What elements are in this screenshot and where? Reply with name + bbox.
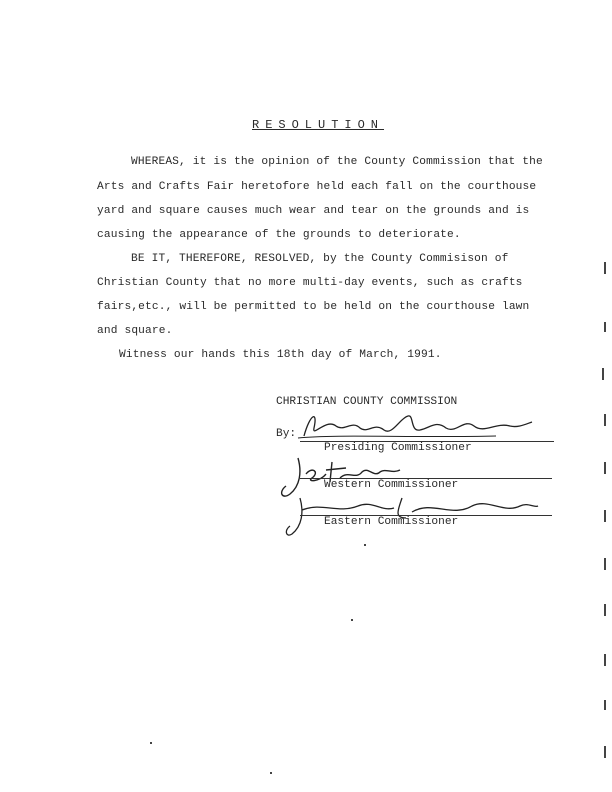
witness-line: Witness our hands this 18th day of March, 1991. [119,349,442,361]
paragraph2-line-2: Christian County that no more multi-day events, such as crafts [97,277,523,289]
paragraph1-line-2: Arts and Crafts Fair heretofore held each fall on the courthouse [97,181,537,193]
scan-artifact [604,654,606,666]
scan-artifact [604,322,606,332]
presiding-signature [296,408,536,444]
scan-artifact [604,414,606,426]
eastern-caption: Eastern Commissioner [324,516,459,528]
paragraph1-line-3: yard and square causes much wear and tear on the grounds and is [97,205,530,217]
scan-speck [364,544,366,546]
paragraph1-line-4: causing the appearance of the grounds to deteriorate. [97,229,461,241]
western-caption: Western Commissioner [324,479,459,491]
scan-speck [270,772,272,774]
scan-speck [351,619,353,621]
scan-artifact [604,746,606,758]
scan-artifact [604,462,606,474]
commission-heading: CHRISTIAN COUNTY COMMISSION [276,396,458,408]
paragraph2-line-4: and square. [97,325,173,337]
scan-speck [150,742,152,744]
paragraph2-line-1: BE IT, THEREFORE, RESOLVED, by the County Commisison of [131,253,509,265]
scan-artifact [604,604,606,616]
scan-artifact [604,558,606,570]
paragraph1-line-1: WHEREAS, it is the opinion of the County Commission that the [131,156,543,168]
scan-artifact [604,262,606,274]
by-label: By: [276,428,297,440]
document-title: RESOLUTION [252,118,385,132]
presiding-caption: Presiding Commissioner [324,442,472,454]
scan-artifact [602,368,604,380]
scan-artifact [604,700,606,710]
scan-artifact [604,510,606,522]
paragraph2-line-3: fairs,etc., will be permitted to be held on the courthouse lawn [97,301,530,313]
